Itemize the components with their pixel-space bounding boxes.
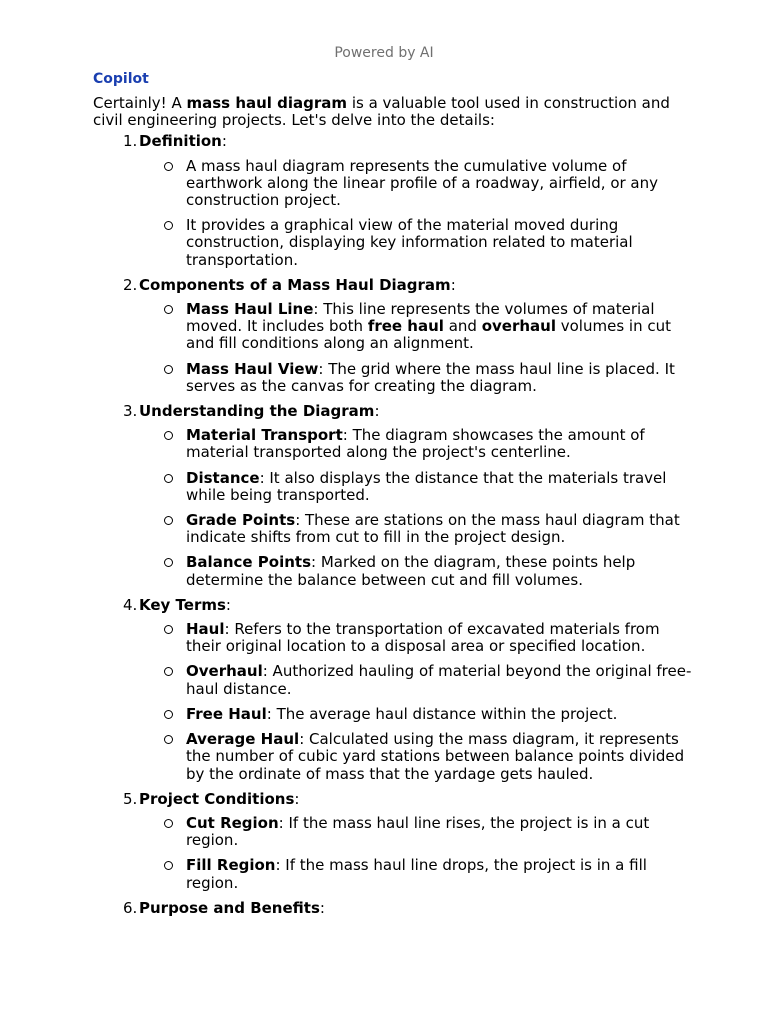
list-item	[139, 361, 693, 395]
section-definition	[93, 133, 693, 268]
section-title: Understanding the Diagram	[139, 402, 375, 421]
item-text: : Marked on the diagram, these points help determine the balance between cut and fill volumes.	[186, 553, 636, 589]
intro-bold-term: mass haul diagram	[186, 94, 348, 112]
hollow-circle-bullet-icon	[164, 365, 173, 374]
section-understanding	[93, 403, 693, 589]
item-text: : The grid where the mass haul line is placed. It serves as the canvas for creating the diagram.	[186, 359, 675, 395]
powered-by-label: Powered by AI	[334, 45, 434, 61]
section-purpose-benefits	[93, 900, 693, 917]
item-text: : It also displays the distance that the materials travel while being transported.	[186, 468, 667, 504]
section-heading: Components of a Mass Haul Diagram:	[139, 275, 456, 294]
intro-paragraph	[93, 95, 693, 129]
hollow-circle-bullet-icon	[164, 162, 173, 171]
item-term: Grade Points	[186, 511, 296, 530]
item-term: Mass Haul View	[186, 359, 319, 378]
item-text: : If the mass haul line rises, the project is in a cut region.	[186, 813, 650, 850]
section-items	[139, 301, 693, 395]
section-title: Components of a Mass Haul Diagram	[139, 275, 451, 294]
item-bold-term: overhaul	[481, 317, 556, 336]
section-heading: Key Terms:	[139, 595, 231, 614]
item-term: Overhaul	[186, 662, 263, 681]
message-body	[93, 95, 693, 925]
item-text: It provides a graphical view of the material moved during construction, displaying key information related to material transportation.	[186, 216, 633, 269]
section-key-terms	[93, 597, 693, 783]
item-bold-term: free haul	[367, 317, 444, 336]
item-term: Balance Points	[186, 553, 312, 572]
section-items	[139, 158, 693, 269]
list-item	[139, 158, 693, 210]
section-heading: Project Conditions:	[139, 789, 300, 808]
section-components	[93, 277, 693, 395]
item-text: : Authorized hauling of material beyond the original free-haul distance.	[186, 662, 692, 698]
list-item	[139, 663, 693, 697]
section-number: 1.	[123, 132, 138, 151]
item-term: Material Transport	[186, 426, 343, 445]
intro-text-pre: Certainly! A	[93, 94, 187, 112]
section-items	[139, 427, 693, 589]
item-term: Free Haul	[186, 704, 267, 723]
section-number: 5.	[123, 789, 138, 808]
hollow-circle-bullet-icon	[164, 558, 173, 567]
list-item	[139, 470, 693, 504]
hollow-circle-bullet-icon	[164, 667, 173, 676]
item-term: Haul	[186, 620, 225, 639]
section-number: 3.	[123, 402, 138, 421]
hollow-circle-bullet-icon	[164, 474, 173, 483]
section-project-conditions	[93, 791, 693, 892]
hollow-circle-bullet-icon	[164, 735, 173, 744]
item-term: Mass Haul Line	[186, 300, 314, 319]
list-item	[139, 427, 693, 461]
hollow-circle-bullet-icon	[164, 221, 173, 230]
item-term: Cut Region	[186, 813, 279, 832]
item-text: A mass haul diagram represents the cumulative volume of earthwork along the linear profile of a roadway, airfield, or any construction project.	[186, 156, 659, 210]
sections-list	[93, 133, 693, 917]
section-number: 4.	[123, 595, 138, 614]
hollow-circle-bullet-icon	[164, 305, 173, 314]
item-text: : If the mass haul line drops, the project is in a fill region.	[186, 856, 647, 892]
hollow-circle-bullet-icon	[164, 819, 173, 828]
section-number: 2.	[123, 275, 138, 294]
section-items	[139, 621, 693, 783]
list-item	[139, 815, 693, 849]
section-heading: Definition:	[139, 132, 227, 151]
list-item	[139, 706, 693, 723]
hollow-circle-bullet-icon	[164, 710, 173, 719]
item-text: : Refers to the transportation of excavated materials from their original location to a disposal area or specified location.	[186, 620, 660, 656]
section-heading: Purpose and Benefits:	[139, 898, 325, 917]
item-text: : These are stations on the mass haul diagram that indicate shifts from cut to fill in the project design.	[186, 511, 680, 547]
hollow-circle-bullet-icon	[164, 431, 173, 440]
list-item	[139, 301, 693, 353]
section-title: Definition	[139, 132, 222, 151]
item-text: : This line represents the volumes of material moved. It includes both	[186, 300, 655, 336]
section-title: Key Terms	[139, 595, 226, 614]
intro-text-post: is a valuable tool used in construction and civil engineering projects. Let's delve into the details:	[93, 94, 670, 130]
item-text: : The diagram showcases the amount of material transported along the project's centerline.	[186, 426, 645, 462]
section-number: 6.	[123, 898, 138, 917]
item-text: : The average haul distance within the project.	[266, 704, 618, 723]
list-item	[139, 731, 693, 783]
list-item	[139, 857, 693, 891]
section-title: Purpose and Benefits	[139, 898, 320, 917]
item-term: Fill Region	[186, 856, 276, 875]
copilot-sender-label: Copilot	[93, 71, 149, 87]
section-heading: Understanding the Diagram:	[139, 402, 380, 421]
section-title: Project Conditions	[139, 789, 295, 808]
hollow-circle-bullet-icon	[164, 625, 173, 634]
item-term: Average Haul	[186, 730, 300, 749]
item-text: : Calculated using the mass diagram, it represents the number of cubic yard stations between balance points divided by the ordinate of mass that the yardage gets hauled.	[186, 730, 685, 783]
list-item	[139, 512, 693, 546]
hollow-circle-bullet-icon	[164, 861, 173, 870]
item-text: volumes in cut and fill conditions along an alignment.	[186, 317, 671, 353]
hollow-circle-bullet-icon	[164, 516, 173, 525]
item-term: Distance	[186, 468, 260, 487]
list-item	[139, 217, 693, 269]
list-item	[139, 554, 693, 588]
list-item	[139, 621, 693, 655]
section-items	[139, 815, 693, 892]
item-text: and	[443, 317, 482, 336]
